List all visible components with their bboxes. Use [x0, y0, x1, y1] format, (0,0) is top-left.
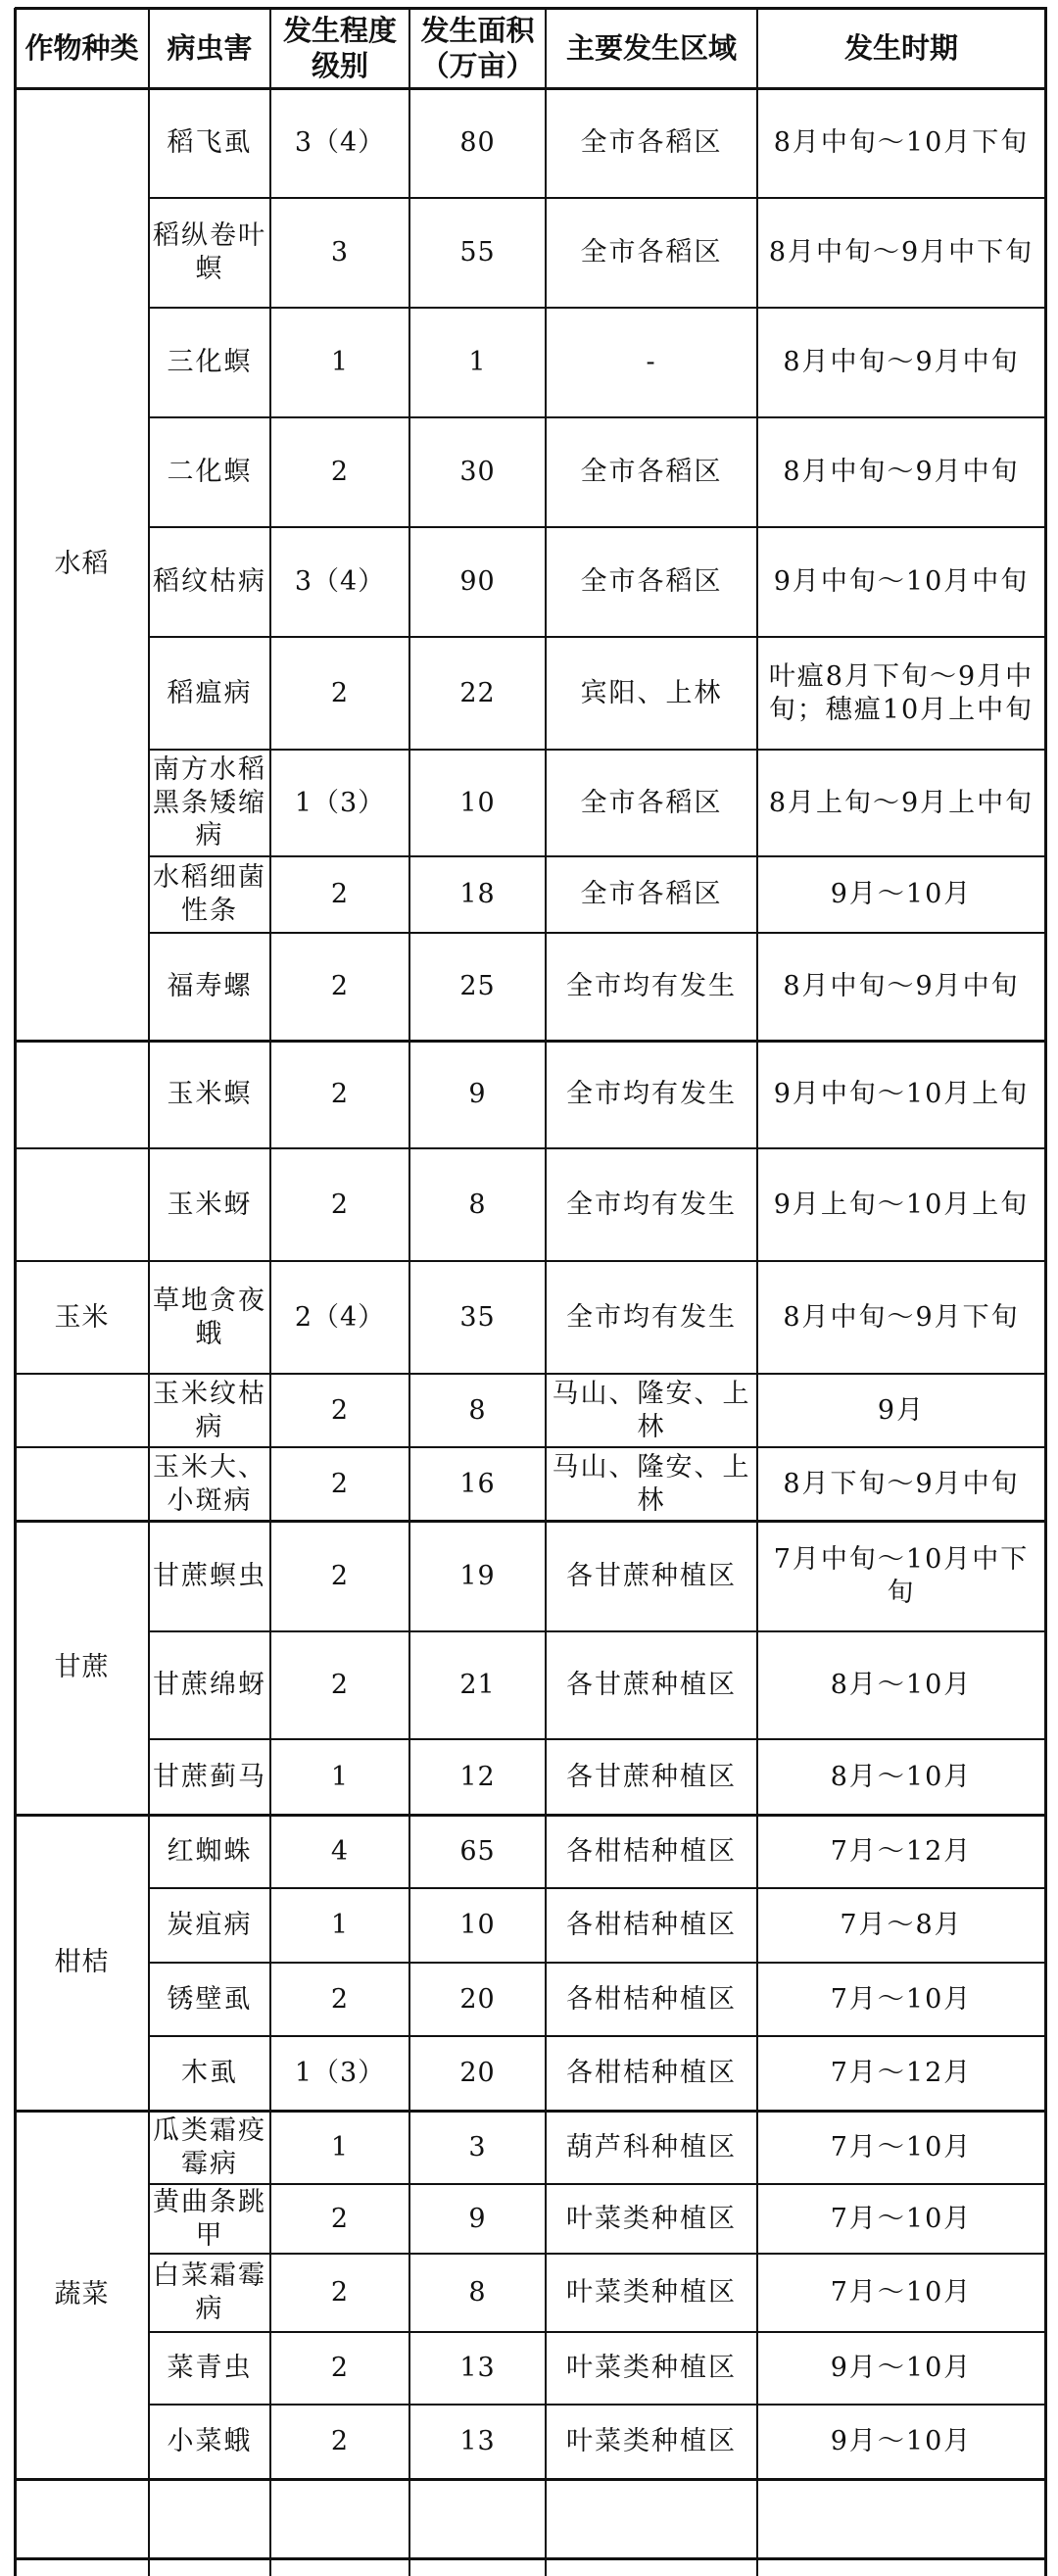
pest-name: 甘蔗蓟马: [153, 1761, 266, 1792]
pest-name: 木虱: [181, 2058, 238, 2089]
pest-name: 稻瘟病: [167, 677, 253, 708]
grid-line: [15, 7, 1047, 10]
region-value: 宾阳、上林: [580, 677, 723, 708]
grid-line: [545, 8, 547, 2576]
area-value: 80: [459, 127, 496, 159]
period-value: 7月～10月: [830, 1983, 973, 2015]
region-value: 全市各稻区: [580, 787, 723, 818]
pest-name: 玉米蚜: [167, 1189, 253, 1220]
region-value: 全市各稻区: [580, 237, 723, 268]
region-value: 马山、隆安、上林: [552, 1451, 751, 1516]
pest-name: 锈壁虱: [167, 1983, 253, 2015]
header-pest: 病虫害: [167, 30, 253, 65]
grid-line: [269, 8, 271, 2576]
area-value: 10: [459, 787, 496, 818]
period-value: 9月～10月: [830, 2426, 973, 2457]
area-value: 19: [459, 1560, 496, 1591]
area-value: 30: [459, 457, 496, 488]
region-value: 马山、隆安、上林: [552, 1378, 751, 1442]
pest-name: 三化螟: [167, 347, 253, 378]
period-value: 8月中旬～10月下旬: [773, 127, 1030, 159]
grid-line: [15, 1446, 151, 1448]
area-value: 1: [468, 347, 487, 378]
grid-line: [756, 8, 758, 2576]
period-value: 8月～10月: [830, 1761, 973, 1792]
level-value: 1: [330, 347, 350, 378]
area-value: 8: [468, 1189, 487, 1220]
period-value: 7月～12月: [830, 1835, 973, 1867]
pest-name: 玉米纹枯病: [153, 1378, 266, 1442]
period-value: 8月中旬～9月中下旬: [768, 237, 1034, 268]
grid-line: [14, 8, 17, 2576]
period-value: 9月中旬～10月中旬: [773, 566, 1030, 598]
period-value: 8月中旬～9月中旬: [783, 457, 1020, 488]
region-value: 各柑桔种植区: [566, 1835, 737, 1867]
crop-name: 蔬菜: [54, 2279, 110, 2310]
level-value: 1（3）: [294, 2058, 386, 2089]
grid-line: [15, 2478, 1047, 2481]
region-value: 各甘蔗种植区: [566, 1670, 737, 1701]
area-value: 65: [459, 1835, 496, 1867]
area-value: 20: [459, 1983, 496, 2015]
pest-name: 甘蔗螟虫: [153, 1560, 266, 1591]
level-value: 2: [330, 1189, 350, 1220]
region-value: 全市各稻区: [580, 127, 723, 159]
period-value: 7月中旬～10月中下旬: [773, 1543, 1030, 1608]
level-value: 1: [330, 1910, 350, 1941]
pest-name: 黄曲条跳甲: [153, 2186, 266, 2251]
region-value: 叶菜类种植区: [566, 2426, 737, 2457]
level-value: 2: [330, 1560, 350, 1591]
level-value: 2: [330, 1468, 350, 1499]
pest-name: 红蜘蛛: [167, 1835, 253, 1867]
period-value: 8月中旬～9月中旬: [783, 971, 1020, 1002]
period-value: 8月下旬～9月中旬: [783, 1468, 1020, 1499]
area-value: 90: [459, 566, 496, 598]
level-value: 2: [330, 1983, 350, 2015]
period-value: 8月中旬～9月下旬: [783, 1301, 1020, 1333]
region-value: 全市均有发生: [566, 1079, 737, 1110]
area-value: 35: [459, 1301, 496, 1333]
period-value: 8月上旬～9月上中旬: [768, 787, 1034, 818]
pest-name: 福寿螺: [167, 971, 253, 1002]
level-value: 2: [330, 677, 350, 708]
crop-name: 甘蔗: [54, 1652, 110, 1683]
pest-name: 水稻细菌性条: [153, 862, 266, 926]
region-value: 全市各稻区: [580, 457, 723, 488]
area-value: 55: [459, 237, 496, 268]
level-value: 3: [330, 237, 350, 268]
level-value: 2（4）: [294, 1301, 386, 1333]
grid-line: [148, 8, 150, 2576]
region-value: 各柑桔种植区: [566, 1910, 737, 1941]
grid-line: [409, 8, 410, 2576]
area-value: 12: [459, 1761, 496, 1792]
grid-line: [15, 1260, 151, 1262]
header-crop: 作物种类: [24, 30, 139, 65]
period-value: 7月～10月: [830, 2203, 973, 2234]
period-value: 9月: [877, 1394, 926, 1426]
area-value: 13: [459, 2353, 496, 2384]
pest-name: 玉米螟: [167, 1079, 253, 1110]
region-value: 叶菜类种植区: [566, 2277, 737, 2309]
header-period: 发生时期: [843, 30, 958, 65]
grid-line: [15, 1147, 151, 1149]
pest-name: 菜青虫: [167, 2353, 253, 2384]
level-value: 1: [330, 2131, 350, 2163]
area-value: 25: [459, 971, 496, 1002]
level-value: 2: [330, 2277, 350, 2309]
grid-line: [15, 2557, 1047, 2560]
header-area: 发生面积 （万亩）: [420, 13, 535, 82]
region-value: 葫芦科种植区: [566, 2131, 737, 2163]
pest-name: 稻飞虱: [167, 127, 253, 159]
pest-name: 炭疽病: [167, 1910, 253, 1941]
pest-name: 二化螟: [167, 457, 253, 488]
pest-name: 小菜蛾: [167, 2426, 253, 2457]
pest-name: 稻纵卷叶螟: [153, 220, 266, 284]
region-value: 全市各稻区: [580, 879, 723, 910]
crop-name: 玉米: [54, 1301, 110, 1333]
level-value: 2: [330, 879, 350, 910]
level-value: 3（4）: [294, 566, 386, 598]
level-value: 1（3）: [294, 787, 386, 818]
grid-line: [1044, 8, 1047, 2576]
region-value: 全市均有发生: [566, 1189, 737, 1220]
region-value: -: [646, 347, 657, 378]
area-value: 8: [468, 2277, 487, 2309]
area-value: 10: [459, 1910, 496, 1941]
level-value: 3（4）: [294, 127, 386, 159]
region-value: 叶菜类种植区: [566, 2203, 737, 2234]
area-value: 22: [459, 677, 496, 708]
period-value: 8月～10月: [830, 1670, 973, 1701]
pest-name: 玉米大、小斑病: [153, 1451, 266, 1516]
crop-name: 柑桔: [54, 1947, 110, 1978]
area-value: 20: [459, 2058, 496, 2089]
pest-name: 稻纹枯病: [153, 566, 266, 598]
area-value: 9: [468, 1079, 487, 1110]
period-value: 7月～10月: [830, 2131, 973, 2163]
crop-name: 水稻: [54, 549, 110, 580]
pest-name: 白菜霜霉病: [153, 2260, 266, 2324]
period-value: 9月上旬～10月上旬: [773, 1189, 1030, 1220]
pest-name: 甘蔗绵蚜: [153, 1670, 266, 1701]
level-value: 2: [330, 2203, 350, 2234]
area-value: 8: [468, 1394, 487, 1426]
level-value: 2: [330, 2353, 350, 2384]
region-value: 叶菜类种植区: [566, 2353, 737, 2384]
area-value: 13: [459, 2426, 496, 2457]
region-value: 全市均有发生: [566, 1301, 737, 1333]
period-value: 叶瘟8月下旬～9月中旬；穗瘟10月上中旬: [768, 660, 1034, 725]
area-value: 3: [468, 2131, 487, 2163]
region-value: 各甘蔗种植区: [566, 1761, 737, 1792]
region-value: 各柑桔种植区: [566, 2058, 737, 2089]
level-value: 4: [330, 1835, 350, 1867]
period-value: 9月～10月: [830, 879, 973, 910]
region-value: 各柑桔种植区: [566, 1983, 737, 2015]
header-region: 主要发生区域: [565, 30, 737, 65]
region-value: 各甘蔗种植区: [566, 1560, 737, 1591]
level-value: 2: [330, 1079, 350, 1110]
area-value: 18: [459, 879, 496, 910]
level-value: 1: [330, 1761, 350, 1792]
period-value: 9月～10月: [830, 2353, 973, 2384]
level-value: 2: [330, 1394, 350, 1426]
period-value: 9月中旬～10月上旬: [773, 1079, 1030, 1110]
level-value: 2: [330, 971, 350, 1002]
pest-name: 瓜类霜疫霉病: [153, 2114, 266, 2179]
header-level: 发生程度 级别: [282, 13, 397, 82]
period-value: 7月～12月: [830, 2058, 973, 2089]
grid-line: [15, 1373, 151, 1375]
area-value: 9: [468, 2203, 487, 2234]
period-value: 7月～10月: [830, 2277, 973, 2309]
level-value: 2: [330, 457, 350, 488]
pest-name: 南方水稻黑条矮缩病: [153, 753, 266, 851]
pest-name: 草地贪夜蛾: [153, 1285, 266, 1349]
period-value: 8月中旬～9月中旬: [783, 347, 1020, 378]
area-value: 21: [459, 1670, 496, 1701]
area-value: 16: [459, 1468, 496, 1499]
region-value: 全市各稻区: [580, 566, 723, 598]
level-value: 2: [330, 1670, 350, 1701]
level-value: 2: [330, 2426, 350, 2457]
region-value: 全市均有发生: [566, 971, 737, 1002]
period-value: 7月～8月: [840, 1910, 963, 1941]
